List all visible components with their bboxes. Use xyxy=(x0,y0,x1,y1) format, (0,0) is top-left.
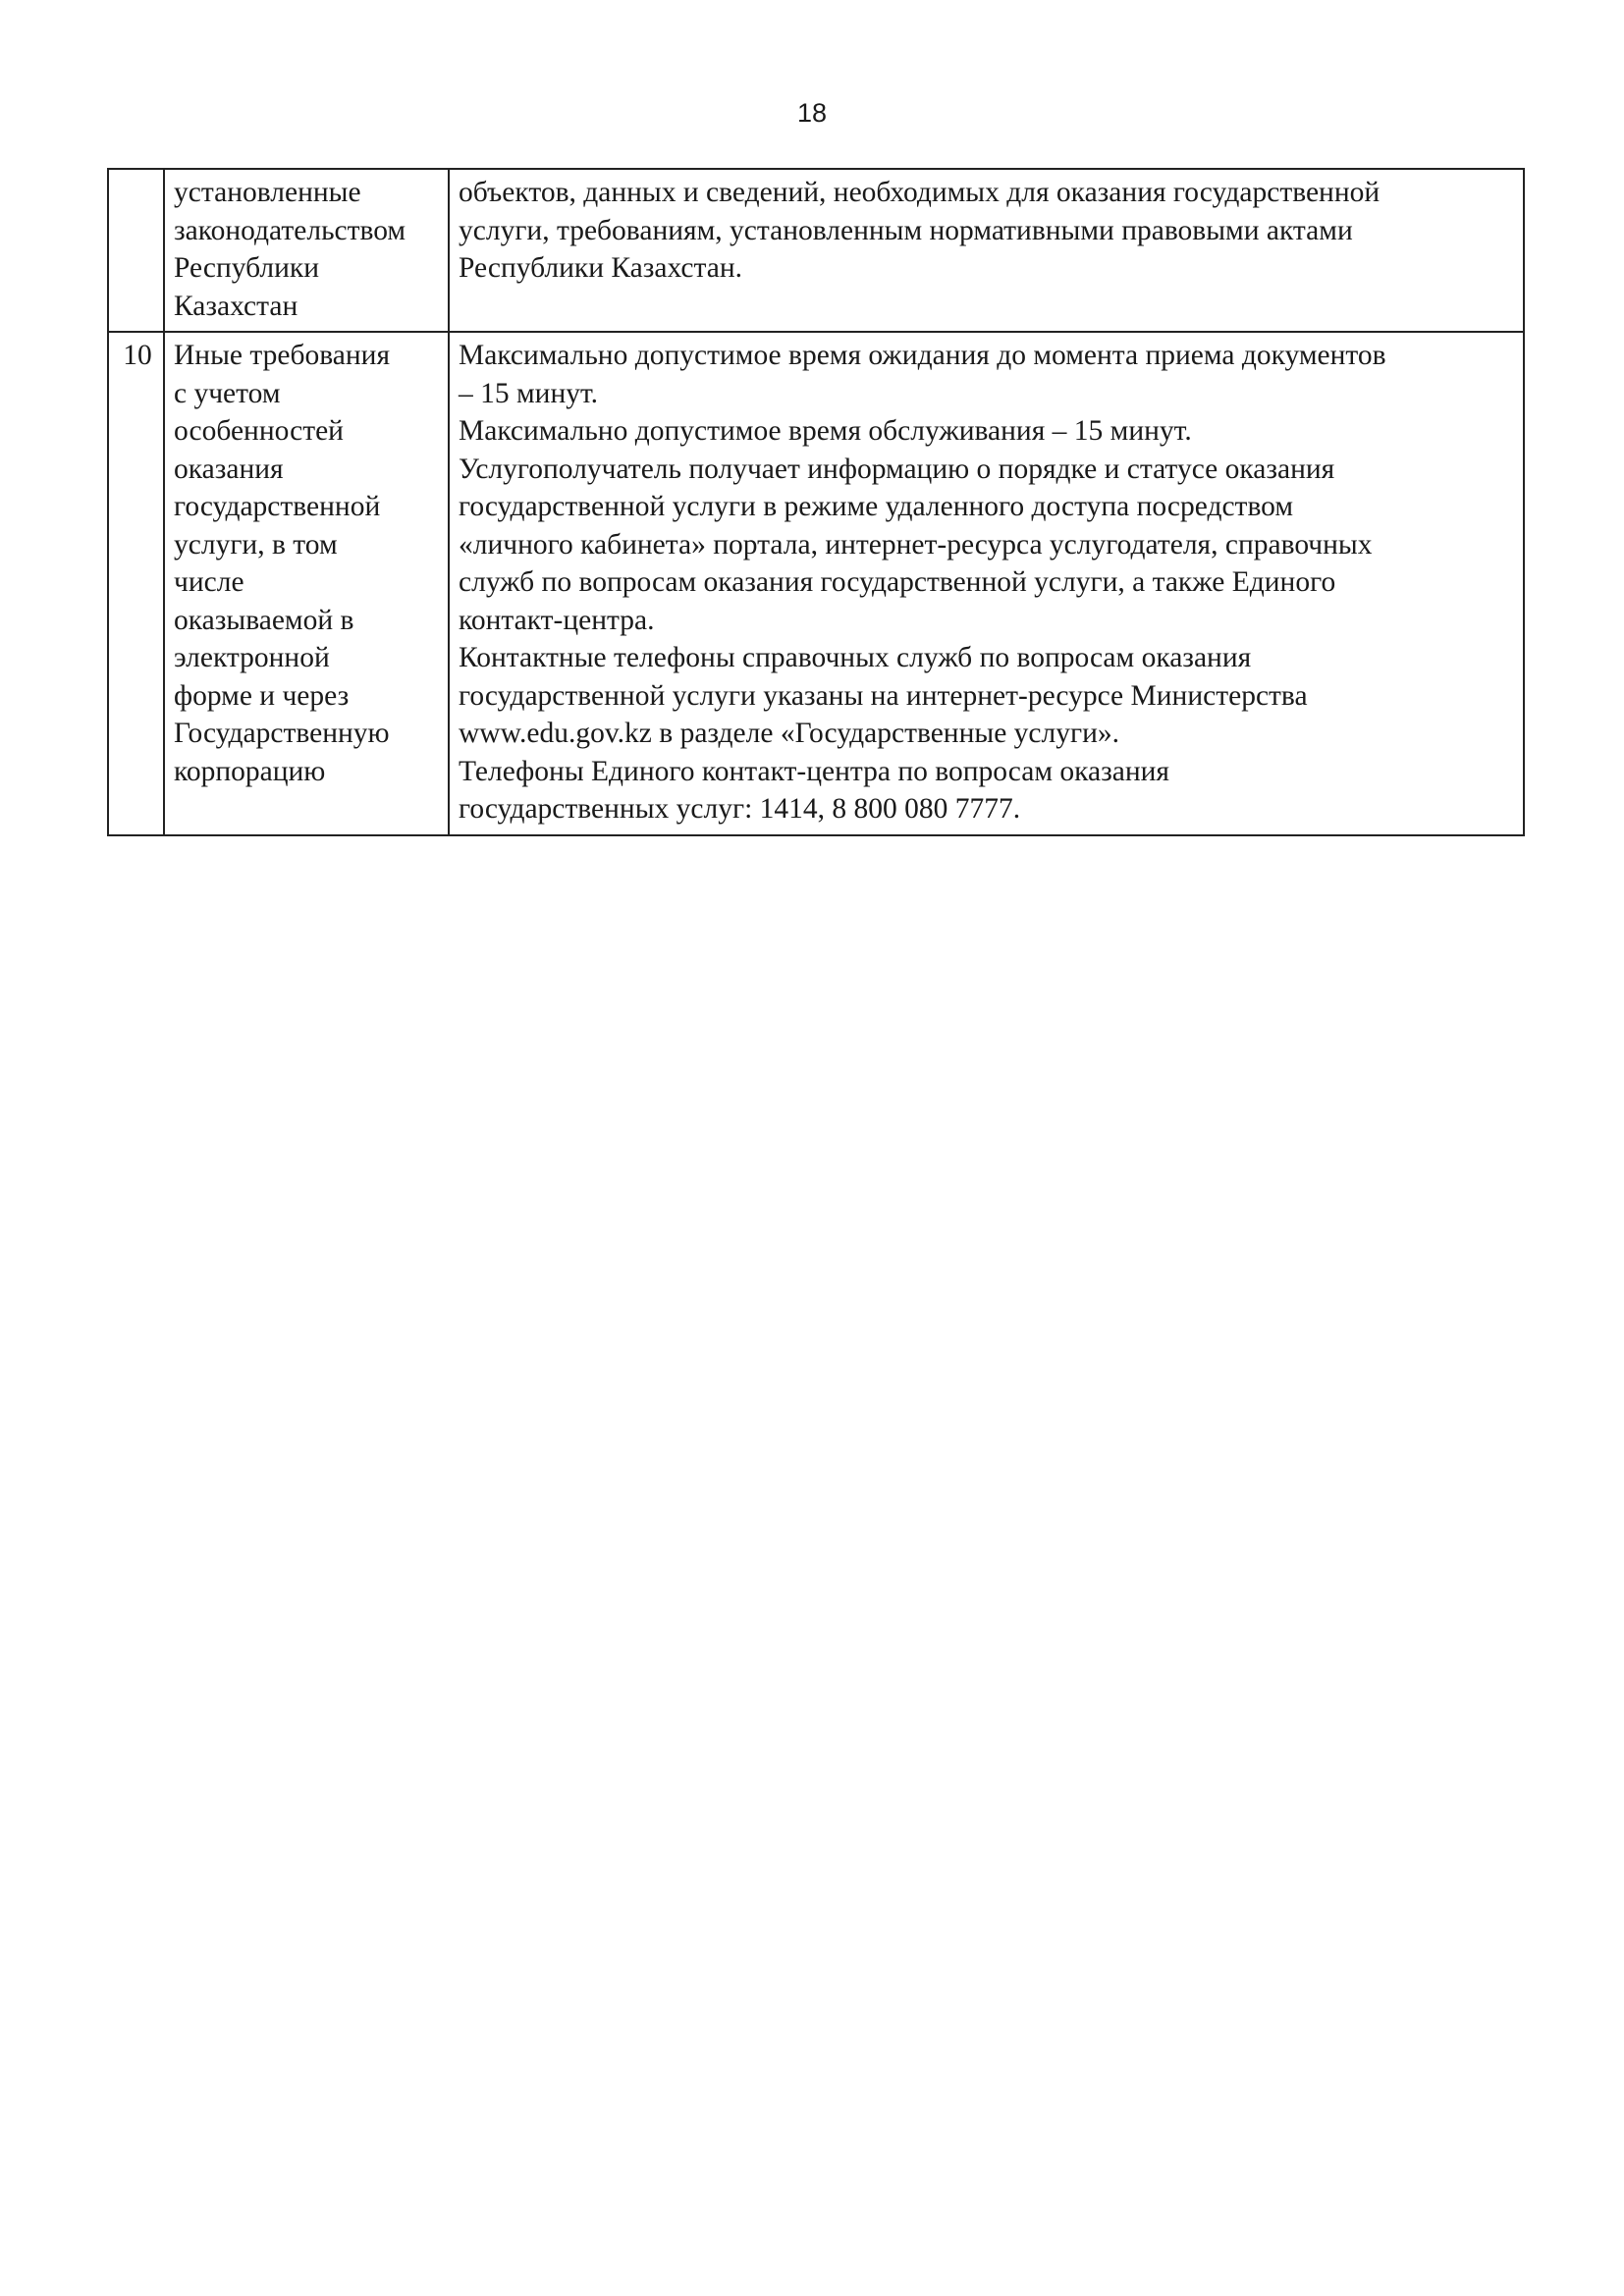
row-number-cell: 10 xyxy=(108,332,164,835)
requirement-name-line: электронной xyxy=(174,642,330,673)
requirement-description-line: Услугополучатель получает информацию о порядке и статусе оказания xyxy=(459,453,1335,485)
requirement-name-line: оказания xyxy=(174,453,284,485)
requirements-table xyxy=(107,168,1525,836)
requirement-name-line: числе xyxy=(174,566,244,598)
requirement-name-line: с учетом xyxy=(174,377,281,409)
requirement-description-line: государственной услуги указаны на интернет-ресурсе Министерства xyxy=(459,679,1308,712)
requirement-description-line: «личного кабинета» портала, интернет-ресурса услугодателя, справочных xyxy=(459,528,1373,561)
requirement-name-line: услуги, в том xyxy=(174,528,338,561)
requirement-description-line: объектов, данных и сведений, необходимых для оказания государственной xyxy=(459,177,1380,208)
requirement-name-line: Казахстан xyxy=(174,290,298,322)
page-number: 18 xyxy=(796,98,828,128)
requirement-name-line: Республики xyxy=(174,252,319,284)
requirement-description-cell xyxy=(449,332,1524,835)
requirement-description-line: контакт-центра. xyxy=(459,604,655,636)
table-row xyxy=(108,332,1524,835)
requirement-name-line: законодательством xyxy=(174,214,406,246)
requirement-name-line: Государственную xyxy=(174,718,390,749)
requirement-description-cell xyxy=(449,169,1524,332)
requirement-description-line: Телефоны Единого контакт-центра по вопросам оказания xyxy=(459,755,1169,787)
requirement-description-line: государственной услуги в режиме удаленного доступа посредством xyxy=(459,491,1294,522)
requirement-description-line: Максимально допустимое время ожидания до момента приема документов xyxy=(459,340,1386,371)
requirement-description-line: Максимально допустимое время обслуживания – 15 минут. xyxy=(459,415,1192,447)
requirement-name-line: особенностей xyxy=(174,415,344,447)
requirement-description-line: государственных услуг: 1414, 8 800 080 7777. xyxy=(459,793,1021,825)
requirement-description-line: www.edu.gov.kz в разделе «Государственные услуги». xyxy=(459,718,1119,749)
requirement-name-cell xyxy=(164,169,449,332)
requirement-name-line: форме и через xyxy=(174,679,350,712)
requirement-name-line: оказываемой в xyxy=(174,604,354,636)
requirement-name-line: корпорацию xyxy=(174,755,326,787)
requirement-description-line: Республики Казахстан. xyxy=(459,252,742,284)
row-number-cell xyxy=(108,169,164,332)
requirement-description-line: услуги, требованиям, установленным нормативными правовыми актами xyxy=(459,214,1353,246)
requirement-description-line: Контактные телефоны справочных служб по вопросам оказания xyxy=(459,642,1252,673)
requirement-description-line: служб по вопросам оказания государственной услуги, а также Единого xyxy=(459,566,1336,598)
requirement-name-line: государственной xyxy=(174,491,381,522)
table-row xyxy=(108,169,1524,332)
requirement-name-line: установленные xyxy=(174,177,361,208)
requirement-name-cell xyxy=(164,332,449,835)
requirement-name-line: Иные требования xyxy=(174,340,391,371)
requirement-description-line: – 15 минут. xyxy=(459,377,599,409)
